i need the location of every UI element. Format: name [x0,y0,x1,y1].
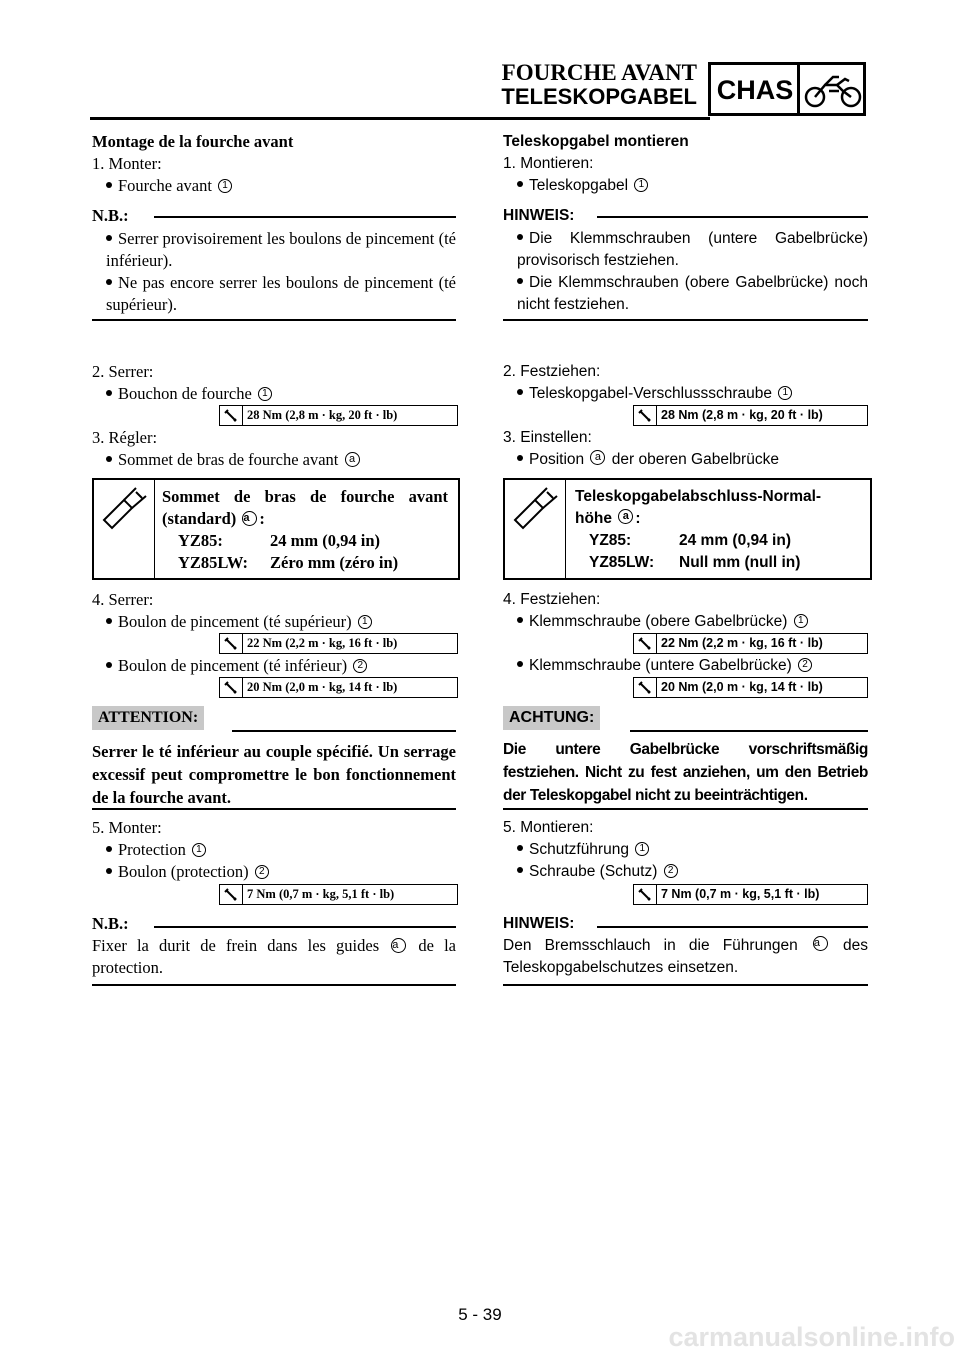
section-badge [708,62,866,116]
de-step5-item-1: Schutzführung 1 [517,839,649,861]
fr-attention-text: Serrer le té inférieur au couple spécifié. Un serrage excessif peut compromettre le bon fonctionnement de la fourche avant. [92,742,456,807]
de-spec-title-line2: höhe a : [575,510,641,527]
fr-attention-rule-top [232,730,456,732]
fr-nb1-bullet-2: Ne pas encore serrer les boulons de pincement (té supérieur). [106,273,456,314]
fr-attention-label: ATTENTION: [92,706,204,730]
section-code: CHAS [716,75,794,105]
fr-step1-label: 1. Monter: [92,154,162,173]
fr-torque-2: 22 Nm (2,2 m · kg, 16 ft · lb) [219,633,458,654]
de-spec-row-2: YZ85LW: Null mm (null in) [589,554,801,571]
fr-nb1-bullet-1: Serrer provisoirement les boulons de pincement (té inférieur). [106,229,456,270]
de-spec-row-1: YZ85: 24 mm (0,94 in) [589,532,791,549]
de-heading: Teleskopgabel montieren [503,133,689,150]
de-step1-item: Teleskopgabel 1 [517,175,648,197]
fr-step5-item-1: Protection 1 [106,839,206,861]
badge-divider [797,65,800,113]
de-step2-label: 2. Festziehen: [503,363,601,380]
de-step4-label: 4. Festziehen: [503,591,601,608]
fr-spec-title: Sommet de bras de fourche avant (standard) a : [162,487,448,528]
fr-torque-3: 20 Nm (2,0 m · kg, 14 ft · lb) [219,677,458,698]
fr-nb1-rule-top [154,216,456,218]
fr-spec-row-2: YZ85LW: Zéro mm (zéro in) [178,553,399,572]
fr-step4-item-1: Boulon de pincement (té supérieur) 1 [106,611,372,633]
wrench-icon [220,406,243,425]
de-spec-divider [565,480,566,578]
de-step5-item-2: Schraube (Schutz) 2 [517,861,678,883]
fr-step2-label: 2. Serrer: [92,362,154,381]
fr-step2-item: Bouchon de fourche 1 [106,383,272,405]
spec-tool-icon [102,486,150,536]
spec-tool-icon [513,486,561,536]
wrench-icon [634,634,657,653]
wrench-icon [634,406,657,425]
de-step5-label: 5. Montieren: [503,819,594,836]
de-nb2-label: HINWEIS: [503,915,575,932]
de-spec-title-line1: Teleskopgabelabschluss-Normal- [575,488,822,505]
de-torque-1: 28 Nm (2,8 m · kg, 20 ft · lb) [633,405,868,426]
wrench-icon [634,885,657,904]
wrench-icon [220,678,243,697]
de-attention-text: Die untere Gabelbrücke vorschriftsmäßig festziehen. Nicht zu fest anziehen, um den Betrieb der Teleskopgabel nicht zu beeinträchtigen. [503,741,868,804]
de-nb1-label: HINWEIS: [503,207,575,224]
header-title-de: TELESKOPGABEL [501,84,697,109]
header-rule [90,117,710,120]
page-number: 5 - 39 [458,1305,502,1324]
wrench-icon [220,634,243,653]
de-step4-item-2: Klemmschraube (untere Gabelbrücke) 2 [517,655,812,677]
fr-step3-item: Sommet de bras de fourche avant a [106,449,362,471]
fr-heading: Montage de la fourche avant [92,132,294,151]
fr-nb1-rule-bottom [92,319,456,321]
de-nb2-rule-bottom [503,984,868,986]
de-nb2-text: Den Bremsschlauch in die Führungen a des Teleskopgabelschutzes einsetzen. [503,937,869,976]
fr-nb2-text: Fixer la durit de frein dans les guides a de la protection. [92,936,456,977]
de-step4-item-1: Klemmschraube (obere Gabelbrücke) 1 [517,611,808,633]
fr-step5-item-2: Boulon (protection) 2 [106,861,269,883]
de-step3-item: Position a der oberen Gabelbrücke [517,449,779,471]
de-step1-label: 1. Montieren: [503,155,594,172]
wrench-icon [220,885,243,904]
de-nb1-bullet-1: Die Klemmschrauben (untere Gabelbrücke) provisorisch festziehen. [517,230,868,269]
de-nb2-rule-top [597,926,868,928]
de-attention-label: ACHTUNG: [503,706,600,730]
wrench-icon [634,678,657,697]
fr-step3-label: 3. Régler: [92,428,158,447]
de-step3-label: 3. Einstellen: [503,429,592,446]
fr-nb2-label: N.B.: [92,914,129,933]
watermark: carmanualsonline.info [668,1322,955,1352]
fr-nb2-rule-bottom [92,984,456,986]
fr-spec-divider [154,480,155,578]
de-torque-3: 20 Nm (2,0 m · kg, 14 ft · lb) [633,677,868,698]
de-torque-4: 7 Nm (0,7 m · kg, 5,1 ft · lb) [633,884,868,905]
fr-spec-box [92,478,460,580]
de-attention-rule-top [630,730,868,732]
de-torque-2: 22 Nm (2,2 m · kg, 16 ft · lb) [633,633,868,654]
fr-attention-rule-bottom [92,808,456,810]
de-step2-item: Teleskopgabel-Verschlussschraube 1 [517,383,792,405]
fr-step1-item: Fourche avant 1 [106,175,232,197]
de-nb1-rule-bottom [503,319,868,321]
fr-nb1-label: N.B.: [92,206,129,225]
de-nb1-rule-top [597,216,868,218]
header-title-fr: FOURCHE AVANT [501,60,697,85]
de-spec-box [503,478,872,580]
fr-spec-row-1: YZ85: 24 mm (0,94 in) [178,531,380,550]
de-nb1-bullet-2: Die Klemmschrauben (obere Gabelbrücke) noch nicht festziehen. [517,274,868,313]
fr-step4-item-2: Boulon de pincement (té inférieur) 2 [106,655,367,677]
motorcycle-icon [803,71,863,111]
fr-step5-label: 5. Monter: [92,818,162,837]
fr-torque-4: 7 Nm (0,7 m · kg, 5,1 ft · lb) [219,884,458,905]
fr-nb2-rule-top [154,926,456,928]
fr-step4-label: 4. Serrer: [92,590,154,609]
fr-torque-1: 28 Nm (2,8 m · kg, 20 ft · lb) [219,405,458,426]
de-attention-rule-bottom [503,808,868,810]
